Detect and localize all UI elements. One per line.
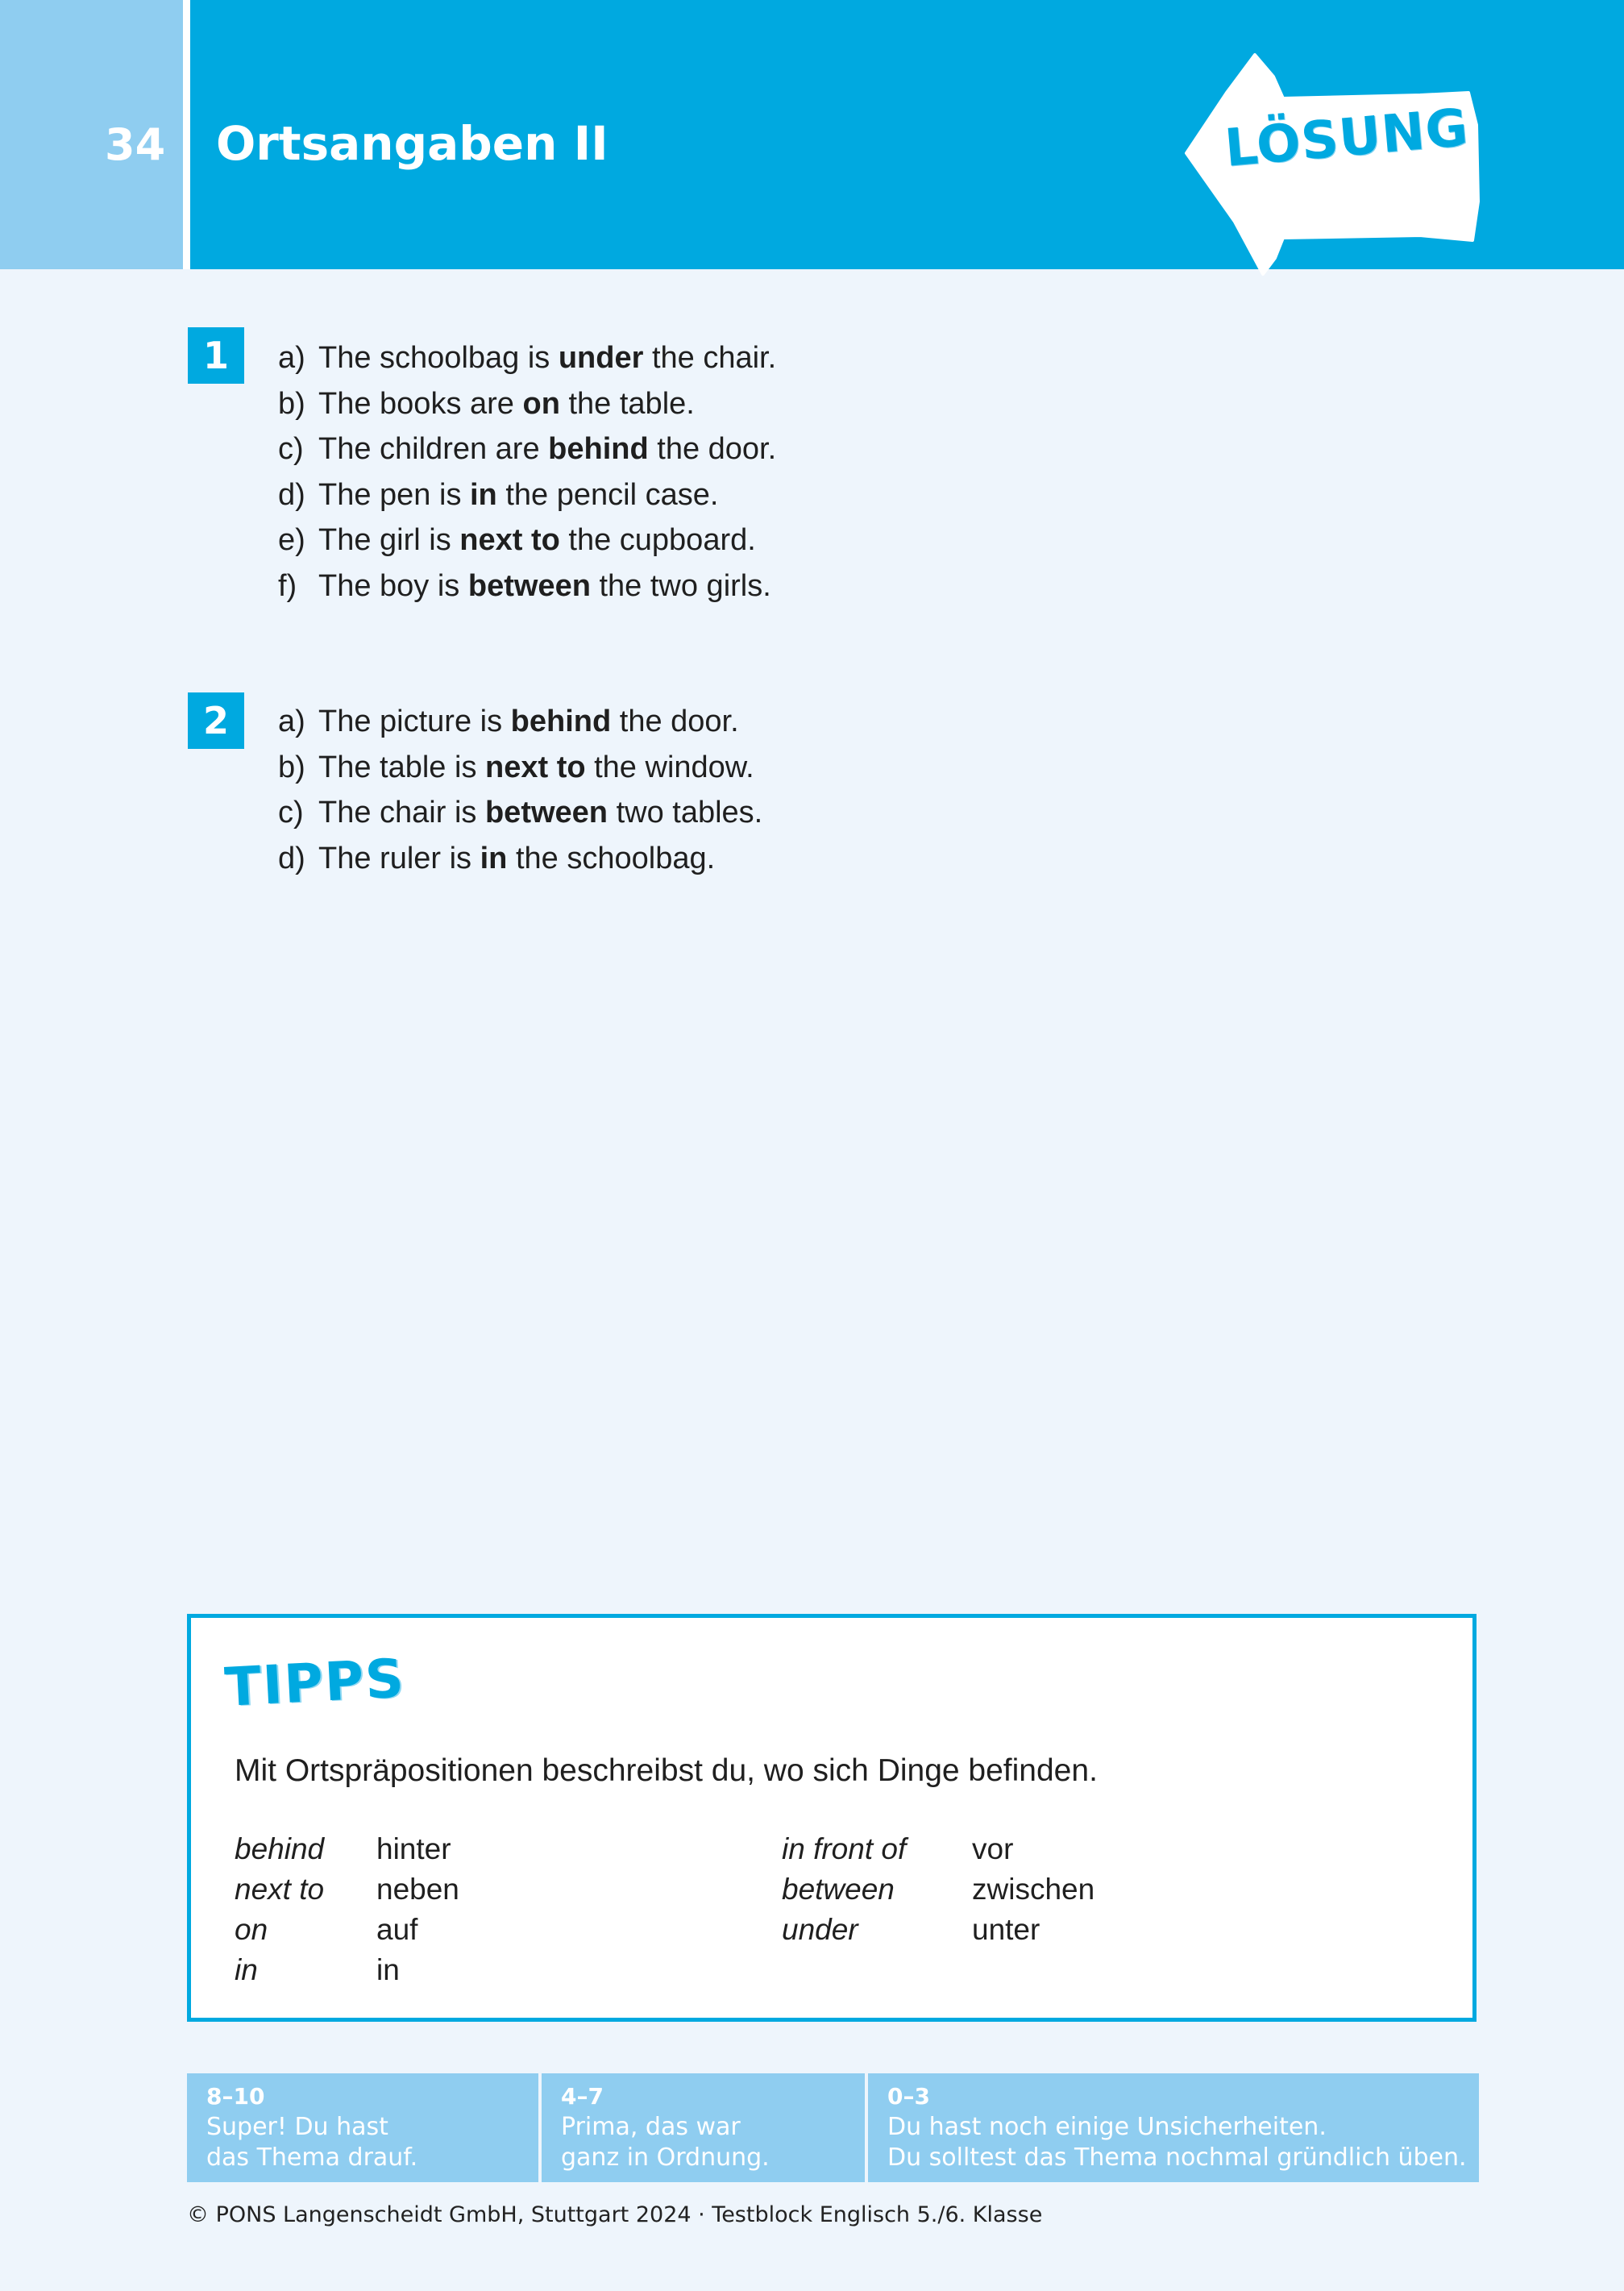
answer-text: The ruler is	[318, 841, 480, 875]
answer-item	[278, 381, 776, 427]
vocab-german: auf	[376, 1913, 418, 1946]
answer-text: the door.	[648, 432, 777, 466]
vocab-row	[235, 1869, 459, 1910]
vocab-english: in	[235, 1953, 258, 1986]
answer-item	[278, 790, 762, 836]
answer-item	[278, 518, 776, 563]
answer-text: The books are	[318, 386, 523, 421]
answer-preposition: under	[558, 341, 644, 375]
page-number: 34	[105, 119, 166, 170]
answer-text: The boy is	[318, 568, 468, 603]
vocab-row	[782, 1869, 1094, 1910]
answer-item	[278, 335, 776, 381]
item-label: f)	[278, 568, 297, 603]
item-label: d)	[278, 841, 305, 875]
answer-preposition: on	[522, 386, 560, 421]
answer-preposition: behind	[510, 705, 612, 738]
answer-item	[278, 745, 762, 791]
answer-preposition: in	[470, 477, 497, 512]
answer-text: The children are	[318, 432, 549, 466]
answer-item	[278, 699, 762, 745]
tips-box	[187, 1614, 1477, 2022]
score-range: 0–3	[887, 2083, 930, 2110]
score-text: das Thema drauf.	[206, 2143, 418, 2172]
vocab-german: vor	[972, 1832, 1014, 1865]
score-text: Du hast noch einige Unsicherheiten.	[887, 2113, 1327, 2141]
tips-title: TIPPS	[222, 1647, 407, 1719]
tips-intro: Mit Ortspräpositionen beschreibst du, wo sich Dinge befinden.	[235, 1753, 1098, 1788]
answer-item	[278, 426, 776, 472]
score-range: 8–10	[206, 2083, 265, 2110]
answer-item	[278, 563, 776, 609]
answer-text: The girl is	[318, 523, 460, 557]
vocab-row	[235, 1829, 459, 1869]
answer-preposition: between	[484, 796, 608, 830]
item-label: c)	[278, 432, 304, 466]
answer-preposition: behind	[548, 432, 649, 466]
vocab-column-right	[782, 1829, 1094, 1950]
item-label: c)	[278, 796, 304, 830]
vocab-row	[782, 1910, 1094, 1950]
answer-text: the cupboard.	[559, 523, 756, 557]
answer-text: the table.	[559, 386, 695, 421]
exercise-number-badge: 2	[188, 692, 244, 749]
item-label: b)	[278, 750, 305, 784]
answer-text: the schoolbag.	[507, 841, 716, 875]
vocab-german: hinter	[376, 1832, 451, 1865]
page-title: Ortsangaben II	[216, 116, 608, 171]
vocab-english: next to	[235, 1873, 325, 1906]
score-cell	[542, 2073, 868, 2182]
answer-preposition: next to	[459, 523, 560, 557]
answer-item	[278, 836, 762, 882]
vocab-german: neben	[376, 1873, 459, 1906]
vocab-german: in	[376, 1953, 400, 1986]
item-label: b)	[278, 386, 305, 421]
vocab-english: under	[782, 1913, 858, 1946]
answer-text: two tables.	[608, 796, 763, 830]
answer-text: the two girls.	[590, 568, 771, 603]
exercise-number-badge: 1	[188, 327, 244, 384]
vocab-english: between	[782, 1873, 895, 1906]
answer-item	[278, 472, 776, 518]
vocab-german: zwischen	[972, 1873, 1095, 1906]
copyright-footer: © PONS Langenscheidt GmbH, Stuttgart 2024 · Testblock Englisch 5./6. Klasse	[187, 2202, 1043, 2227]
item-label: a)	[278, 705, 305, 738]
answer-text: the door.	[611, 705, 739, 738]
answer-text: The picture is	[318, 705, 511, 738]
answer-text: The chair is	[318, 796, 485, 830]
vocab-row	[235, 1910, 459, 1950]
score-cell	[187, 2073, 542, 2182]
item-label: a)	[278, 341, 305, 375]
loesung-label: LÖSUNG	[1222, 98, 1472, 179]
answer-preposition: next to	[485, 750, 586, 784]
answer-text: The pen is	[318, 477, 470, 512]
header-separator	[183, 0, 190, 269]
item-label: d)	[278, 477, 305, 512]
vocab-english: on	[235, 1913, 268, 1946]
answer-text: the window.	[585, 750, 754, 784]
answer-preposition: between	[467, 568, 591, 603]
answer-text: The schoolbag is	[318, 341, 559, 375]
vocab-row	[782, 1829, 1094, 1869]
answer-preposition: in	[480, 841, 508, 875]
vocab-row	[235, 1950, 459, 1990]
answer-text: The table is	[318, 750, 485, 784]
vocab-english: in front of	[782, 1832, 907, 1865]
vocab-english: behind	[235, 1832, 325, 1865]
score-text: ganz in Ordnung.	[561, 2143, 770, 2172]
answer-text: the pencil case.	[496, 477, 719, 512]
vocab-german: unter	[972, 1913, 1040, 1946]
exercise-2-answers	[278, 699, 762, 881]
score-text: Prima, das war	[561, 2113, 741, 2141]
exercise-1-answers	[278, 335, 776, 609]
item-label: e)	[278, 523, 305, 557]
vocab-column-left	[235, 1829, 459, 1990]
score-bar	[187, 2073, 1479, 2182]
score-text: Du solltest das Thema nochmal gründlich üben.	[887, 2143, 1467, 2172]
score-range: 4–7	[561, 2083, 604, 2110]
score-text: Super! Du hast	[206, 2113, 388, 2141]
score-cell	[868, 2073, 1479, 2182]
answer-text: the chair.	[643, 341, 777, 375]
